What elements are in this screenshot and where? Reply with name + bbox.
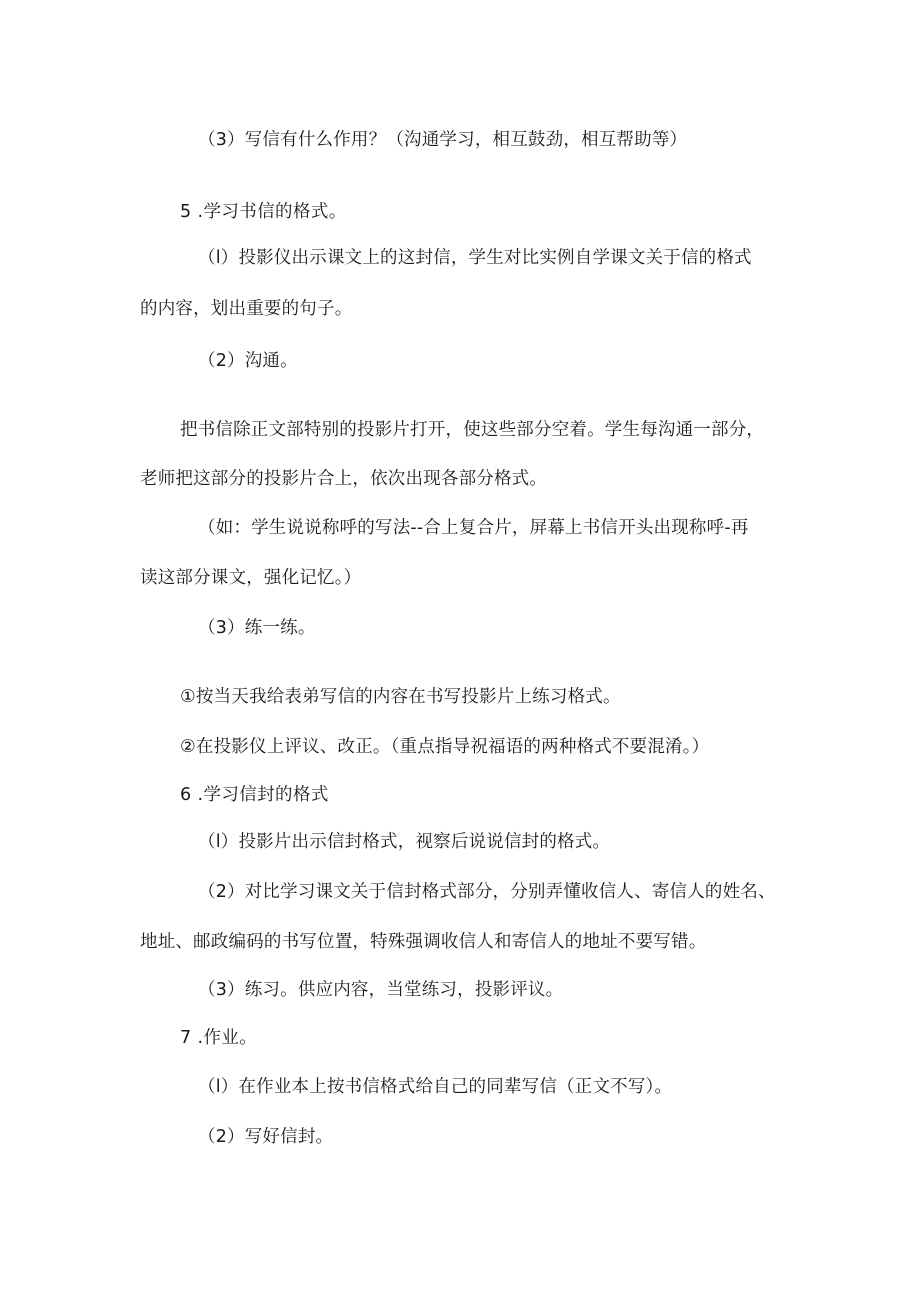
paragraph-line: ①按当天我给表弟写信的内容在书写投影片上练习格式。: [180, 687, 621, 707]
paragraph-line: （3）练习。供应内容，当堂练习，投影评议。: [198, 980, 564, 1000]
paragraph-line: （3）练一练。: [198, 618, 316, 638]
section-heading: 6 .学习信封的格式: [180, 785, 329, 805]
paragraph-line: 把书信除正文部特别的投影片打开，使这些部分空着。学生每沟通一部分，: [180, 420, 765, 440]
paragraph-line: 的内容，划出重要的句子。: [140, 299, 353, 319]
paragraph-line: （如：学生说说称呼的写法--合上复合片，屏幕上书信开头出现称呼-再: [198, 518, 749, 538]
paragraph-line: 老师把这部分的投影片合上，依次出现各部分格式。: [140, 469, 548, 489]
paragraph-line: （l）在作业本上按书信格式给自己的同辈写信（正文不写）。: [198, 1077, 673, 1097]
paragraph-line: （2）写好信封。: [198, 1127, 334, 1147]
paragraph-line: （3）写信有什么作用？（沟通学习，相互鼓劲，相互帮助等）: [198, 130, 688, 150]
section-heading: 7 .作业。: [180, 1028, 258, 1048]
paragraph-line: （l）投影片出示信封格式，视察后说说信封的格式。: [198, 832, 611, 852]
paragraph-line: ②在投影仪上评议、改正。（重点指导祝福语的两种格式不要混淆。）: [180, 737, 710, 757]
paragraph-line: （2）沟通。: [198, 351, 298, 371]
paragraph-line: 读这部分课文，强化记忆。）: [140, 568, 362, 588]
paragraph-line: （l）投影仪出示课文上的这封信，学生对比实例自学课文关于信的格式: [198, 248, 752, 268]
paragraph-line: （2）对比学习课文关于信封格式部分，分别弄懂收信人、寄信人的姓名、: [198, 882, 776, 902]
section-heading: 5 .学习书信的格式。: [180, 202, 347, 222]
paragraph-line: 地址、邮政编码的书写位置，特殊强调收信人和寄信人的地址不要写错。: [140, 932, 707, 952]
